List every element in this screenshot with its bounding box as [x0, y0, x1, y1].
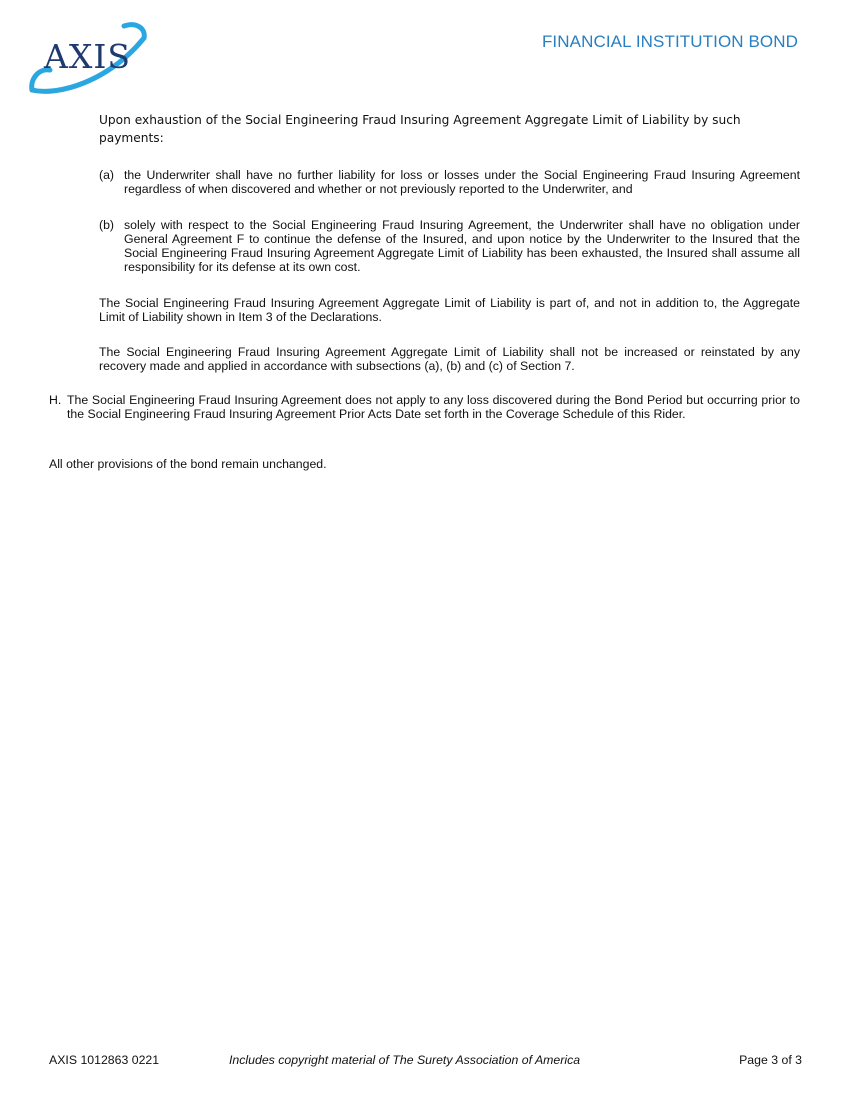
list-marker-a: (a) — [99, 168, 115, 182]
axis-logo-graphic — [28, 20, 150, 96]
list-item-b — [99, 218, 800, 274]
list-marker-b: (b) — [99, 218, 115, 232]
footer-page-number: Page 3 of 3 — [739, 1053, 802, 1067]
footer-copyright: Includes copyright material of The Surety Association of America — [229, 1053, 581, 1067]
document-title: FINANCIAL INSTITUTION BOND — [541, 32, 798, 51]
list-text-b: solely with respect to the Social Engineering Fraud Insuring Agreement, the Underwriter shall have no obligation under General Agreement F to continue the defense of the Insured, and upon notice by the Underwriter to the Insured that the Social Engineering Fraud Insuring Agreement Aggregate Limit of Liability has been exhausted, the Insured shall assume all responsibility for its defense at its own cost. — [124, 218, 800, 274]
section-h-marker: H. — [49, 393, 62, 407]
intro-paragraph: Upon exhaustion of the Social Engineering Fraud Insuring Agreement Aggregate Limit of Liability by such payments: — [99, 113, 741, 145]
axis-logo — [28, 20, 150, 96]
reinstatement-paragraph: The Social Engineering Fraud Insuring Agreement Aggregate Limit of Liability shall not be increased or reinstated by any recovery made and applied in accordance with subsections (a), (b) and (c) of Section 7. — [99, 345, 800, 373]
list-text-a: the Underwriter shall have no further liability for loss or losses under the Social Engineering Fraud Insuring Agreement regardless of when discovered and whether or not previously reported to the Underwriter, and — [124, 168, 800, 196]
section-h-text: The Social Engineering Fraud Insuring Agreement does not apply to any loss discovered during the Bond Period but occurring prior to the Social Engineering Fraud Insuring Agreement Prior Acts Date set forth in the Coverage Schedule of this Rider. — [67, 393, 800, 421]
footer-form-number: AXIS 1012863 0221 — [49, 1053, 160, 1067]
list-item-a — [99, 168, 800, 196]
section-h — [49, 393, 800, 421]
aggregate-limit-paragraph: The Social Engineering Fraud Insuring Agreement Aggregate Limit of Liability is part of, and not in addition to, the Aggregate Limit of Liability shown in Item 3 of the Declarations. — [99, 296, 800, 324]
logo-text: AXIS — [44, 37, 131, 76]
closing-statement: All other provisions of the bond remain unchanged. — [49, 457, 327, 471]
